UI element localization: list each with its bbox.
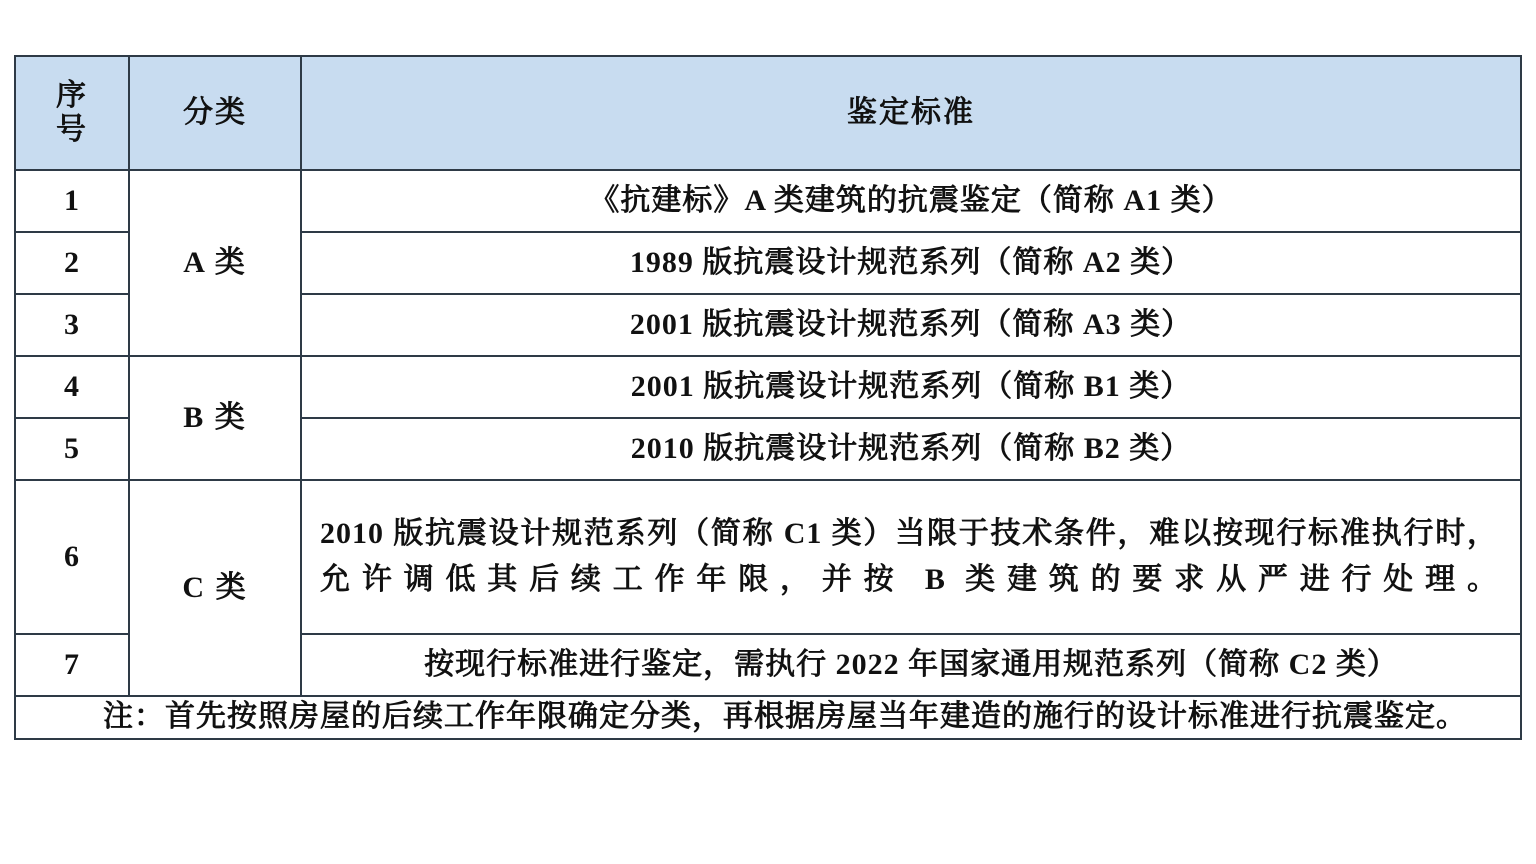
cell-standard: 2001 版抗震设计规范系列（简称 B1 类） [301, 356, 1521, 418]
cell-category-b: B 类 [129, 356, 301, 480]
cell-sequence: 2 [15, 232, 129, 294]
cell-standard: 《抗建标》A 类建筑的抗震鉴定（简称 A1 类） [301, 170, 1521, 232]
column-header-standard: 鉴定标准 [301, 56, 1521, 170]
table-note-text: 注：首先按照房屋的后续工作年限确定分类，再根据房屋当年建造的施行的设计标准进行抗震鉴定。 [103, 700, 1467, 733]
cell-sequence: 4 [15, 356, 129, 418]
table-note [15, 696, 1521, 739]
sequence-header-line1: 序 [56, 78, 88, 112]
cell-sequence: 3 [15, 294, 129, 356]
column-header-category: 分类 [129, 56, 301, 170]
cell-standard: 2010 版抗震设计规范系列（简称 B2 类） [301, 418, 1521, 480]
cell-sequence: 1 [15, 170, 129, 232]
cell-category-c: C 类 [129, 480, 301, 696]
cell-sequence: 5 [15, 418, 129, 480]
cell-sequence: 6 [15, 480, 129, 634]
seismic-appraisal-standard-table [14, 55, 1522, 740]
table-note-row [15, 696, 1521, 739]
cell-category-a: A 类 [129, 170, 301, 356]
cell-standard: 2010 版抗震设计规范系列（简称 C1 类）当限于技术条件，难以按现行标准执行时，允许调低其后续工作年限，并按 B 类建筑的要求从严进行处理。 [301, 480, 1521, 634]
table-row [15, 356, 1521, 418]
table-header [15, 56, 1521, 170]
table-body [15, 170, 1521, 739]
cell-sequence: 7 [15, 634, 129, 696]
cell-standard: 1989 版抗震设计规范系列（简称 A2 类） [301, 232, 1521, 294]
sequence-header-line2: 号 [56, 113, 88, 146]
cell-standard: 按现行标准进行鉴定，需执行 2022 年国家通用规范系列（简称 C2 类） [301, 634, 1521, 696]
column-header-sequence [15, 56, 129, 170]
sequence-header-stack [16, 79, 128, 148]
header-row [15, 56, 1521, 170]
cell-standard: 2001 版抗震设计规范系列（简称 A3 类） [301, 294, 1521, 356]
table-row [15, 170, 1521, 232]
table-row [15, 480, 1521, 634]
